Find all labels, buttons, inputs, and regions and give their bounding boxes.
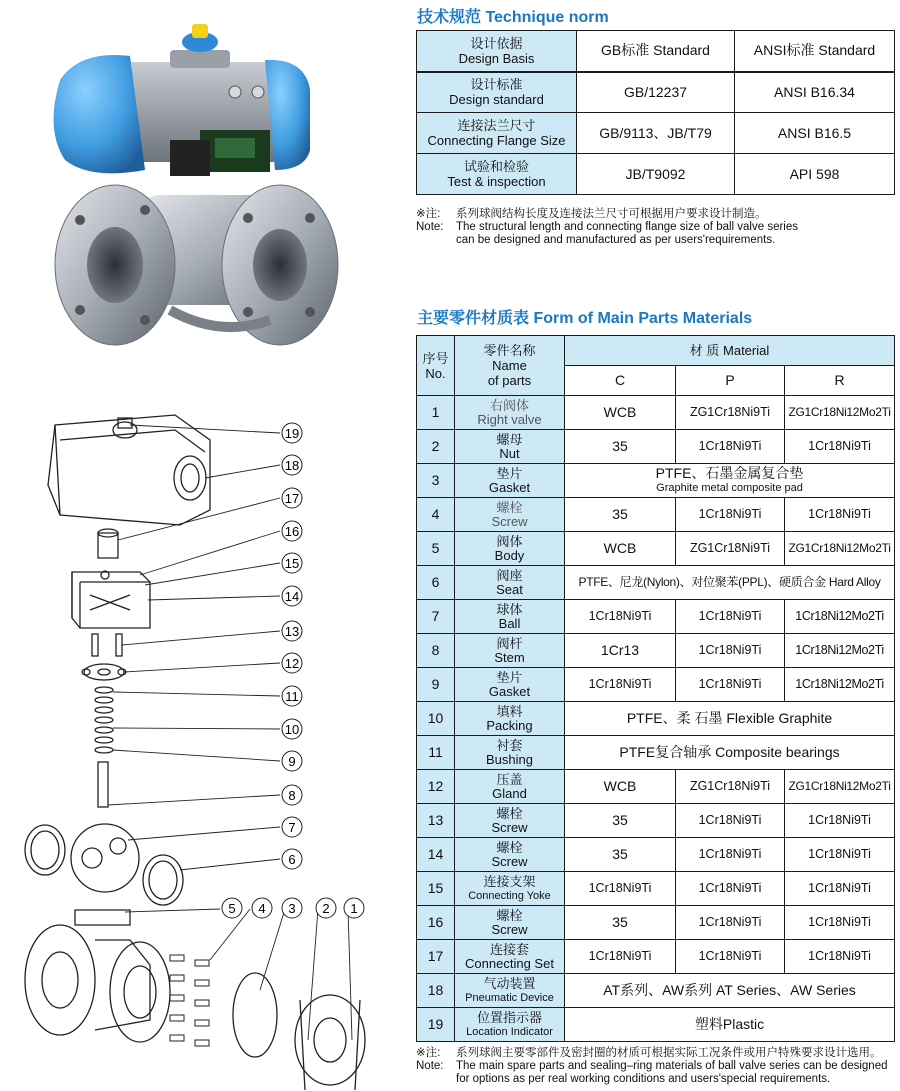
- callout-label: 10: [284, 722, 300, 737]
- note-text-en-1: The structural length and connecting flange size of ball valve series: [456, 221, 799, 233]
- part-name: 垫片 Gasket: [455, 668, 565, 702]
- cell-r: ZG1Cr18Ni12Mo2Ti: [785, 396, 895, 430]
- label-en: Connecting Flange Size: [427, 133, 566, 148]
- cell-merged: PTFE、柔 石墨 Flexible Graphite: [565, 702, 895, 736]
- cell-r: 1Cr18Ni9Ti: [785, 498, 895, 532]
- callout-label: 8: [288, 788, 296, 803]
- cell-merged: PTFE、石墨金属复合垫 Graphite metal composite pad: [565, 464, 895, 498]
- table-row: [417, 532, 895, 566]
- row-no: 10: [417, 702, 455, 736]
- cell-p: 1Cr18Ni9Ti: [676, 498, 785, 532]
- cell-p: 1Cr18Ni9Ti: [676, 430, 785, 464]
- cell-r: 1Cr18Ni9Ti: [785, 804, 895, 838]
- table-row: [417, 72, 895, 113]
- table-row: [417, 770, 895, 804]
- table-row: [417, 974, 895, 1008]
- note-text-en-1: The main spare parts and sealing–ring materials of ball valve series can be designed: [456, 1060, 888, 1072]
- table-row: [417, 154, 895, 195]
- table-row: [417, 31, 895, 72]
- cell-merged: PTFE、尼龙(Nylon)、对位聚苯(PPL)、硬质合金 Hard Alloy: [565, 566, 895, 600]
- row-no: 9: [417, 668, 455, 702]
- label-en: Design Basis: [458, 50, 535, 66]
- note-text-en-2: for options as per real working conditions and users'special requirements.: [456, 1073, 831, 1085]
- table-row: [417, 1008, 895, 1042]
- row-no: 8: [417, 634, 455, 668]
- note-text-cn: 系列球阀结构长度及连接法兰尺寸可根据用户要求设计制造。: [456, 208, 767, 220]
- table-row: [417, 634, 895, 668]
- callout-9: [282, 751, 302, 771]
- table-row: [417, 906, 895, 940]
- table-row: [417, 113, 895, 154]
- part-name: 压盖 Gland: [455, 770, 565, 804]
- cell-p: 1Cr18Ni9Ti: [676, 634, 785, 668]
- callout-8: [282, 785, 302, 805]
- cell-c: 35: [565, 804, 676, 838]
- callout-15: [282, 553, 302, 573]
- cell-r: 1Cr18Ni12Mo2Ti: [785, 634, 895, 668]
- callout-10: [282, 719, 302, 739]
- label-cn: 连接法兰尺寸: [457, 118, 536, 133]
- callout-2: [316, 898, 336, 918]
- note-text-en-2: can be designed and manufactured as per users'requirements.: [456, 234, 776, 246]
- exploded-view-diagram: [0, 400, 410, 1090]
- cell-gb: GB/12237: [577, 72, 735, 113]
- cell-ansi: ANSI B16.34: [735, 72, 895, 113]
- header-material: 材 质 Material: [565, 336, 895, 366]
- cell-p: 1Cr18Ni9Ti: [676, 906, 785, 940]
- row-label: [417, 154, 577, 195]
- callout-12: [282, 653, 302, 673]
- callout-label: 17: [284, 491, 300, 506]
- callout-label: 19: [284, 426, 300, 441]
- table-row: [417, 940, 895, 974]
- cell-r: 1Cr18Ni9Ti: [785, 430, 895, 464]
- cell-merged: 塑料Plastic: [565, 1008, 895, 1042]
- cell-r: 1Cr18Ni12Mo2Ti: [785, 600, 895, 634]
- part-name: 螺母 Nut: [455, 430, 565, 464]
- callout-11: [282, 686, 302, 706]
- cell-r: 1Cr18Ni9Ti: [785, 838, 895, 872]
- callout-17: [282, 488, 302, 508]
- table-row: [417, 702, 895, 736]
- cell-ansi: ANSI B16.5: [735, 113, 895, 154]
- row-no: 18: [417, 974, 455, 1008]
- label-cn: 设计依据: [470, 35, 523, 51]
- row-no: 6: [417, 566, 455, 600]
- callout-label: 11: [285, 689, 299, 704]
- cell-p: 1Cr18Ni9Ti: [676, 940, 785, 974]
- cell-r: 1Cr18Ni9Ti: [785, 940, 895, 974]
- callout-label: 15: [284, 556, 300, 571]
- row-no: 19: [417, 1008, 455, 1042]
- part-name: 球体 Ball: [455, 600, 565, 634]
- cell-gb: GB/9113、JB/T79: [577, 113, 735, 154]
- cell-c: WCB: [565, 532, 676, 566]
- callout-label: 3: [288, 901, 296, 916]
- cell-r: 1Cr18Ni9Ti: [785, 872, 895, 906]
- cell-p: 1Cr18Ni9Ti: [676, 600, 785, 634]
- cell-r: 1Cr18Ni9Ti: [785, 906, 895, 940]
- callout-label: 2: [322, 901, 330, 916]
- callout-label: 6: [288, 852, 296, 867]
- materials-note: [416, 1047, 896, 1086]
- header-name: 零件名称 Name of parts: [455, 336, 565, 396]
- table-row: [417, 804, 895, 838]
- cell-p: 1Cr18Ni9Ti: [676, 804, 785, 838]
- label-en: Design standard: [449, 92, 544, 108]
- cell-c: 35: [565, 430, 676, 464]
- callout-label: 7: [288, 820, 296, 835]
- cell-p: ZG1Cr18Ni9Ti: [676, 770, 785, 804]
- note-key-en: Note:: [416, 1060, 444, 1072]
- part-name: 气动装置 Pneumatic Device: [455, 974, 565, 1008]
- table-row: [417, 464, 895, 498]
- header-r: R: [785, 366, 895, 396]
- cell-p: ZG1Cr18Ni9Ti: [676, 532, 785, 566]
- part-name: 阀座 Seat: [455, 566, 565, 600]
- technique-norm-title: 技术规范 Technique norm: [417, 9, 609, 26]
- part-name: 螺栓 Screw: [455, 906, 565, 940]
- row-no: 16: [417, 906, 455, 940]
- callout-label: 12: [284, 656, 300, 671]
- cell-r: ZG1Cr18Ni12Mo2Ti: [785, 532, 895, 566]
- cell-c: 35: [565, 498, 676, 532]
- callout-6: [282, 849, 302, 869]
- header-p: P: [676, 366, 785, 396]
- cell-r: 1Cr18Ni12Mo2Ti: [785, 668, 895, 702]
- part-name: 右阀体 Right valve: [455, 396, 565, 430]
- cell-p: ZG1Cr18Ni9Ti: [676, 396, 785, 430]
- table-row: [417, 736, 895, 770]
- table-row: [417, 872, 895, 906]
- row-no: 17: [417, 940, 455, 974]
- table-row: [417, 498, 895, 532]
- callout-label: 5: [228, 901, 236, 916]
- row-no: 7: [417, 600, 455, 634]
- row-label: [417, 113, 577, 154]
- cell-c: WCB: [565, 396, 676, 430]
- table-row: [417, 430, 895, 464]
- row-no: 12: [417, 770, 455, 804]
- table-row: [417, 668, 895, 702]
- row-no: 13: [417, 804, 455, 838]
- cell-c: 35: [565, 838, 676, 872]
- cell-r: ZG1Cr18Ni12Mo2Ti: [785, 770, 895, 804]
- part-name: 连接支架 Connecting Yoke: [455, 872, 565, 906]
- cell-c: 1Cr13: [565, 634, 676, 668]
- table-row: [417, 396, 895, 430]
- row-no: 5: [417, 532, 455, 566]
- callout-7: [282, 817, 302, 837]
- callout-14: [282, 586, 302, 606]
- cell-c: 35: [565, 906, 676, 940]
- callout-19: [282, 423, 302, 443]
- callout-4: [252, 898, 272, 918]
- table-row: [417, 838, 895, 872]
- callout-label: 18: [284, 458, 300, 473]
- part-name: 螺栓 Screw: [455, 804, 565, 838]
- callout-label: 14: [284, 589, 300, 604]
- technique-note: [416, 208, 896, 247]
- row-no: 4: [417, 498, 455, 532]
- part-name: 阀体 Body: [455, 532, 565, 566]
- cell-p: 1Cr18Ni9Ti: [676, 872, 785, 906]
- cell-c: 1Cr18Ni9Ti: [565, 940, 676, 974]
- row-no: 2: [417, 430, 455, 464]
- cell-ansi: API 598: [735, 154, 895, 195]
- cell-c: WCB: [565, 770, 676, 804]
- cell-merged: PTFE复合轴承 Composite bearings: [565, 736, 895, 770]
- materials-title: 主要零件材质表 Form of Main Parts Materials: [417, 310, 753, 327]
- note-key-en: Note:: [416, 221, 444, 233]
- materials-table: [416, 335, 895, 1042]
- cell-c: 1Cr18Ni9Ti: [565, 668, 676, 702]
- callout-label: 1: [350, 901, 358, 916]
- table-row: [417, 600, 895, 634]
- technique-norm-table: [416, 30, 895, 195]
- part-name: 填料 Packing: [455, 702, 565, 736]
- row-no: 15: [417, 872, 455, 906]
- row-no: 11: [417, 736, 455, 770]
- part-name: 连接套 Connecting Set: [455, 940, 565, 974]
- row-no: 3: [417, 464, 455, 498]
- row-no: 14: [417, 838, 455, 872]
- part-name: 位置指示器 Location Indicator: [455, 1008, 565, 1042]
- row-no: 1: [417, 396, 455, 430]
- part-name: 螺栓 Screw: [455, 498, 565, 532]
- cell-merged: AT系列、AW系列 AT Series、AW Series: [565, 974, 895, 1008]
- cell-gb: JB/T9092: [577, 154, 735, 195]
- callout-label: 16: [284, 524, 300, 539]
- label-cn: 设计标准: [470, 77, 523, 93]
- table-header-row: [417, 336, 895, 366]
- note-key-cn: ※注:: [416, 208, 441, 220]
- table-row: [417, 566, 895, 600]
- cell-ansi: ANSI标准 Standard: [735, 31, 895, 72]
- callout-18: [282, 455, 302, 475]
- part-name: 衬套 Bushing: [455, 736, 565, 770]
- note-key-cn: ※注:: [416, 1047, 441, 1059]
- callout-3: [282, 898, 302, 918]
- cell-c: 1Cr18Ni9Ti: [565, 600, 676, 634]
- part-name: 垫片 Gasket: [455, 464, 565, 498]
- valve-photo: [20, 20, 400, 350]
- callout-16: [282, 521, 302, 541]
- callout-label: 4: [258, 901, 266, 916]
- callout-1: [344, 898, 364, 918]
- row-label: [417, 72, 577, 113]
- cell-p: 1Cr18Ni9Ti: [676, 838, 785, 872]
- label-en: Test & inspection: [447, 174, 546, 189]
- cell-p: 1Cr18Ni9Ti: [676, 668, 785, 702]
- cell-c: 1Cr18Ni9Ti: [565, 872, 676, 906]
- callout-label: 13: [284, 624, 300, 639]
- callout-5: [222, 898, 242, 918]
- part-name: 螺栓 Screw: [455, 838, 565, 872]
- header-c: C: [565, 366, 676, 396]
- callout-label: 9: [288, 754, 296, 769]
- note-text-cn: 系列球阀主要零部件及密封圈的材质可根据实际工况条件或用户特殊要求设计选用。: [456, 1047, 882, 1059]
- label-cn: 试验和检验: [463, 159, 529, 174]
- cell-gb: GB标准 Standard: [577, 31, 735, 72]
- callout-13: [282, 621, 302, 641]
- header-no: 序号 No.: [417, 336, 455, 396]
- part-name: 阀杆 Stem: [455, 634, 565, 668]
- row-label: [417, 31, 577, 72]
